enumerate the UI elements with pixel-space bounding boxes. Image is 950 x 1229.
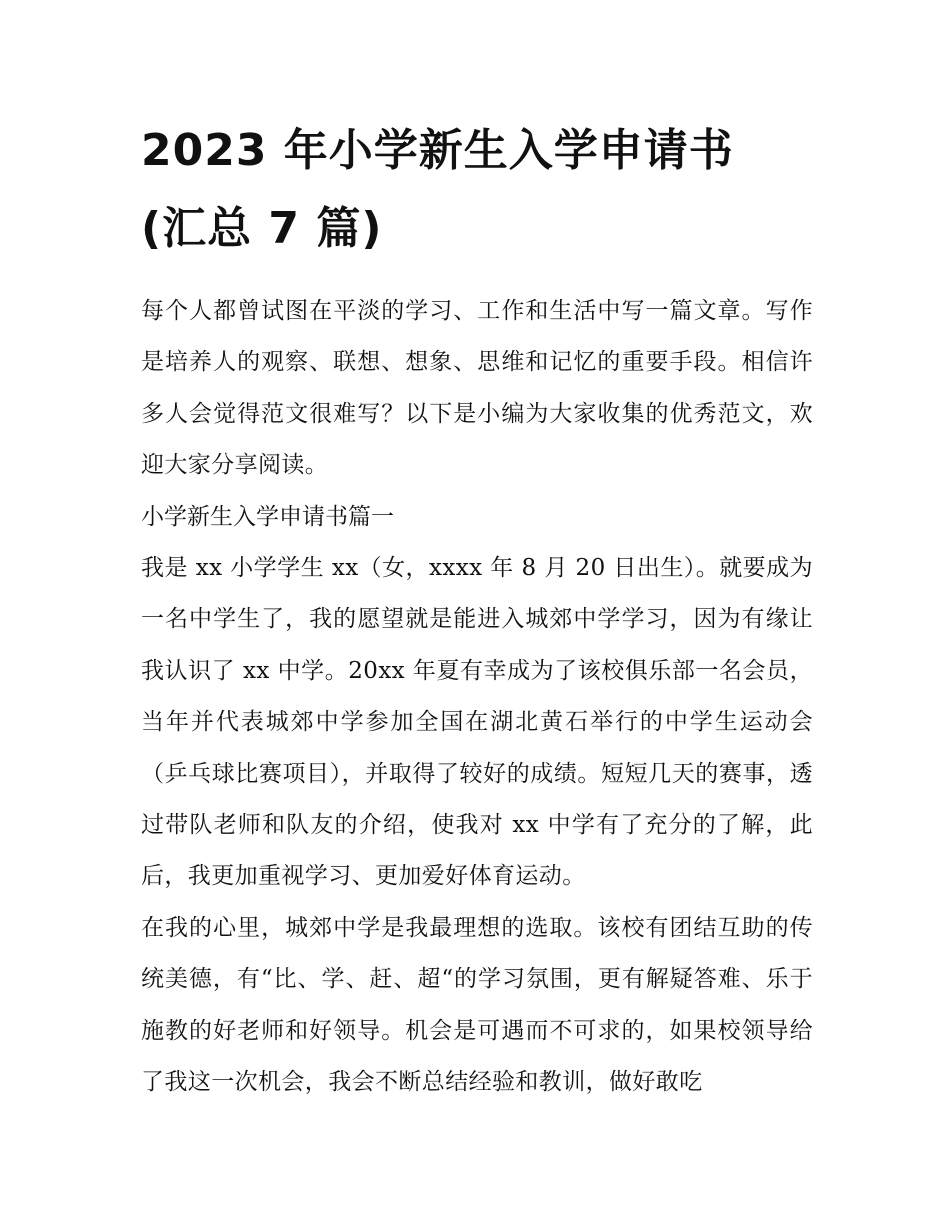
document-body	[141, 286, 813, 1109]
intro-paragraph: 每个人都曾试图在平淡的学习、工作和生活中写一篇文章。写作是培养人的观察、联想、想象、思维和记忆的重要手段。相信许多人会觉得范文很难写？以下是小编为大家收集的优秀范文，欢迎大家分享阅读。	[141, 298, 813, 479]
title-line-2: (汇总 7 篇)	[141, 203, 383, 254]
body-paragraph-1: 我是 xx 小学学生 xx（女，xxxx 年 8 月 20 日出生）。就要成为一名中学生了，我的愿望就是能进入城郊中学学习，因为有缘让我认识了 xx 中学。20xx 年夏有幸成为了该校俱乐部一名会员，当年并代表城郊中学参加全国在湖北黄石举行的中学生运动会（乒乓球比赛项目），并取得了较好的成绩。短短几天的赛事，透过带队老师和队友的介绍，使我对 xx 中学有了充分的了解，此后，我更加重视学习、更加爱好体育运动。	[141, 555, 813, 890]
document-title	[141, 112, 813, 268]
section-heading: 小学新生入学申请书篇一	[141, 503, 394, 530]
document-page	[141, 112, 813, 1109]
title-line-1: 2023 年小学新生入学申请书	[141, 125, 734, 176]
body-paragraph-2: 在我的心里，城郊中学是我最理想的选取。该校有团结互助的传统美德，有“比、学、赶、超“的学习氛围，更有解疑答难、乐于施教的好老师和好领导。机会是可遇而不可求的，如果校领导给了我这一次机会，我会不断总结经验和教训，做好敢吃	[141, 914, 813, 1096]
